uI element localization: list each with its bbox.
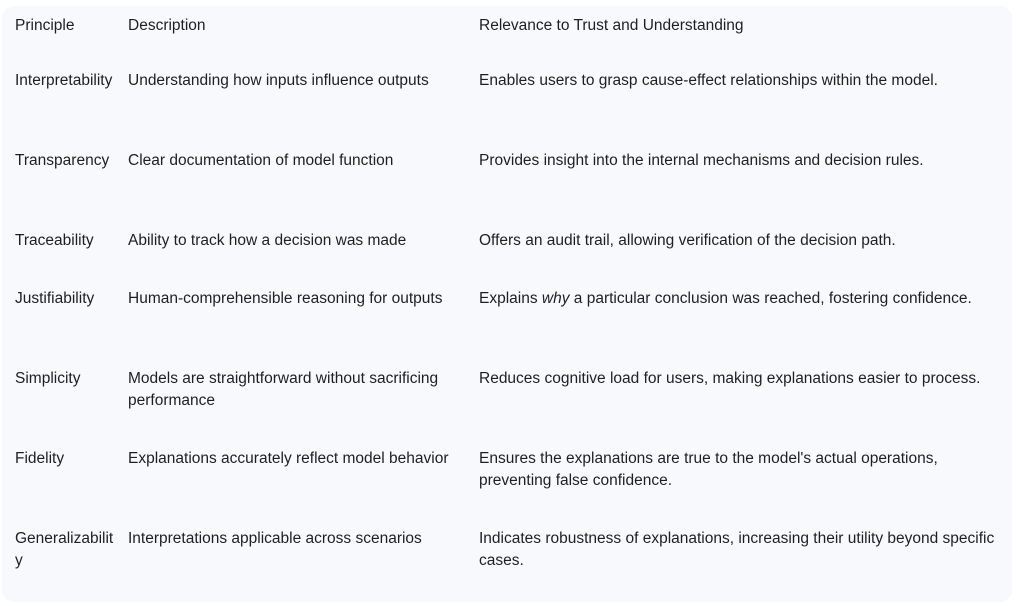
description-cell: Interpretations applicable across scenarios bbox=[128, 530, 422, 547]
principle-cell: Simplicity bbox=[15, 370, 81, 387]
description-cell: Human-comprehensible reasoning for outputs bbox=[128, 290, 443, 307]
principle-cell: Transparency bbox=[15, 152, 110, 169]
principle-cell: Fidelity bbox=[15, 450, 65, 467]
header-description: Description bbox=[128, 17, 206, 34]
principles-table-card bbox=[2, 6, 1012, 602]
relevance-cell: Enables users to grasp cause-effect relationships within the model. bbox=[479, 72, 938, 89]
relevance-text-after: a particular conclusion was reached, fostering confidence. bbox=[569, 290, 972, 307]
relevance-cell: Ensures the explanations are true to the model's actual operations, preventing false confidence. bbox=[479, 450, 938, 489]
table-header-row bbox=[2, 6, 1012, 64]
principle-cell: Traceability bbox=[15, 232, 94, 249]
description-cell: Understanding how inputs influence outputs bbox=[128, 72, 429, 89]
description-cell: Ability to track how a decision was made bbox=[128, 232, 407, 249]
table-row bbox=[2, 282, 1012, 362]
relevance-cell: Reduces cognitive load for users, making explanations easier to process. bbox=[479, 370, 981, 387]
relevance-cell: Indicates robustness of explanations, increasing their utility beyond specific cases. bbox=[479, 530, 995, 569]
relevance-cell: Offers an audit trail, allowing verification of the decision path. bbox=[479, 232, 896, 249]
header-relevance: Relevance to Trust and Understanding bbox=[479, 17, 744, 34]
relevance-emphasis: why bbox=[541, 290, 570, 307]
table-row bbox=[2, 442, 1012, 522]
description-cell: Explanations accurately reflect model behavior bbox=[128, 450, 449, 467]
principles-table bbox=[2, 6, 1012, 602]
description-cell: Clear documentation of model function bbox=[128, 152, 394, 169]
relevance-cell: Provides insight into the internal mechanisms and decision rules. bbox=[479, 152, 924, 169]
table-row bbox=[2, 224, 1012, 282]
relevance-text-before: Explains bbox=[479, 290, 542, 307]
table-row bbox=[2, 64, 1012, 144]
principle-cell: Justifiability bbox=[15, 290, 95, 307]
principle-cell: Interpretability bbox=[15, 72, 113, 89]
principle-cell: Generalizability bbox=[15, 530, 114, 569]
table-row bbox=[2, 144, 1012, 224]
header-principle: Principle bbox=[15, 17, 75, 34]
table-row bbox=[2, 362, 1012, 442]
table-row bbox=[2, 522, 1012, 602]
description-cell: Models are straightforward without sacrificing performance bbox=[128, 370, 439, 409]
relevance-cell bbox=[479, 282, 1012, 362]
